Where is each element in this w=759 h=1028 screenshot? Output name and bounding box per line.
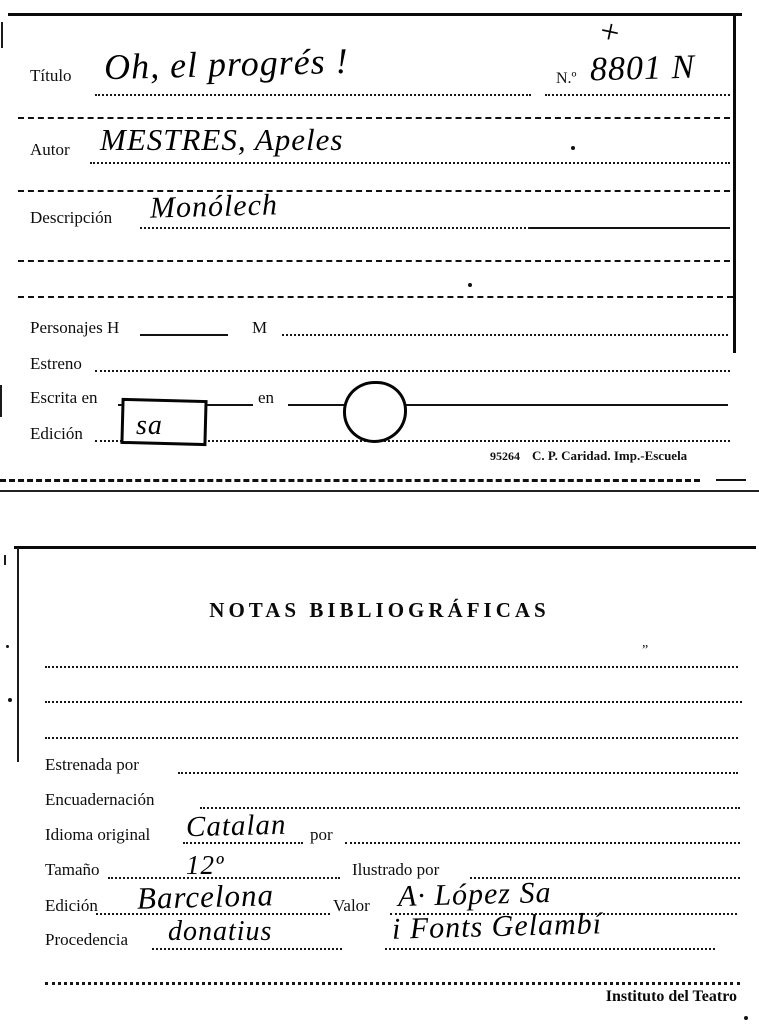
tamano-label: Tamaño — [45, 860, 100, 879]
idioma-handwritten-value: Catalan — [185, 808, 287, 844]
estrenada-por-label: Estrenada por — [45, 755, 139, 774]
hole-punch-circle — [343, 381, 407, 443]
imprint-line — [490, 447, 687, 465]
personajes-m-line — [282, 334, 728, 336]
idioma-por-label: por — [310, 825, 333, 844]
estreno-label: Estreno — [30, 354, 82, 373]
autor-line — [90, 162, 730, 164]
ruled-line — [18, 190, 730, 192]
numero-line — [545, 94, 730, 96]
idioma-original-label: Idioma original — [45, 825, 151, 844]
encuadernacion-label: Encuadernación — [45, 790, 155, 809]
imprint-text: C. P. Caridad. Imp.-Escuela — [532, 448, 688, 463]
procedencia-line-2 — [385, 948, 715, 950]
scan-artifact — [6, 645, 9, 648]
ruled-line — [18, 296, 733, 298]
procedencia-label: Procedencia — [45, 930, 129, 949]
descripcion-line — [140, 227, 530, 229]
ruled-line — [18, 117, 730, 119]
card-front-bottom-edge — [0, 479, 700, 482]
scan-artifact — [468, 283, 472, 287]
scan-artifact — [0, 385, 2, 417]
numero-handwritten-value: 8801 N — [589, 48, 696, 89]
descripcion-line-solid — [530, 227, 730, 229]
procedencia-line-1 — [152, 948, 342, 950]
autor-handwritten-value: MESTRES, Apeles — [100, 122, 344, 157]
descripcion-handwritten-value: Monólech — [149, 188, 279, 225]
edicion-label: Edición — [30, 424, 83, 443]
valor-label: Valor — [333, 896, 370, 915]
card-front-right-border — [733, 15, 736, 353]
escrita-en-label: Escrita en — [30, 388, 98, 407]
instituto-footer: Instituto del Teatro — [605, 988, 737, 1005]
numero-mark: + — [594, 11, 626, 54]
titulo-label: Título — [30, 66, 72, 85]
personajes-m-label: M — [252, 318, 268, 337]
card-back-top-border — [14, 546, 756, 549]
estrenada-por-line — [178, 772, 738, 774]
edicion-back-label: Edición — [45, 896, 98, 915]
valor-handwritten-value: A· López Sa — [397, 875, 552, 914]
titulo-line — [95, 94, 531, 96]
tamano-handwritten-value: 12º — [186, 850, 225, 880]
scan-artifact — [4, 555, 6, 565]
edicion-back-handwritten-value: Barcelona — [136, 877, 275, 916]
scan-artifact — [1, 22, 3, 48]
card-front — [0, 0, 759, 500]
scan-artifact — [744, 1016, 748, 1020]
procedencia-handwritten-value2: i Fonts Gelambí — [391, 907, 603, 946]
card-back-bottom-line — [45, 982, 740, 985]
card-front-bottom-edge2 — [716, 479, 746, 481]
handdrawn-box — [120, 398, 207, 446]
personajes-label: Personajes H — [30, 318, 120, 337]
escrita-en2-label: en — [258, 388, 275, 407]
notas-header: NOTAS BIBLIOGRÁFICAS — [209, 598, 550, 622]
card-back-left-border — [17, 548, 19, 762]
notes-line-3 — [45, 737, 738, 739]
ilustrado-por-label: Ilustrado por — [352, 860, 440, 879]
titulo-handwritten-value: Oh, el progrés ! — [103, 40, 350, 88]
scan-artifact — [8, 698, 12, 702]
notes-line-1 — [45, 666, 738, 668]
card-front-top-border — [8, 13, 742, 16]
imprint-number: 95264 — [490, 449, 520, 463]
descripcion-label: Descripción — [30, 208, 113, 227]
edicion-handwritten-value: sa — [136, 410, 163, 441]
idioma-por-line — [345, 842, 740, 844]
scan-artifact: ” — [642, 643, 649, 658]
personajes-h-line — [140, 334, 228, 336]
scan-artifact — [571, 146, 575, 150]
procedencia-handwritten-value: donatius — [168, 916, 273, 947]
estreno-line — [95, 370, 730, 372]
separator-line — [0, 490, 759, 492]
ruled-line — [18, 260, 730, 262]
numero-label: N.º — [556, 70, 577, 87]
card-back — [0, 500, 759, 1028]
notes-line-2 — [45, 701, 742, 703]
autor-label: Autor — [30, 140, 70, 159]
